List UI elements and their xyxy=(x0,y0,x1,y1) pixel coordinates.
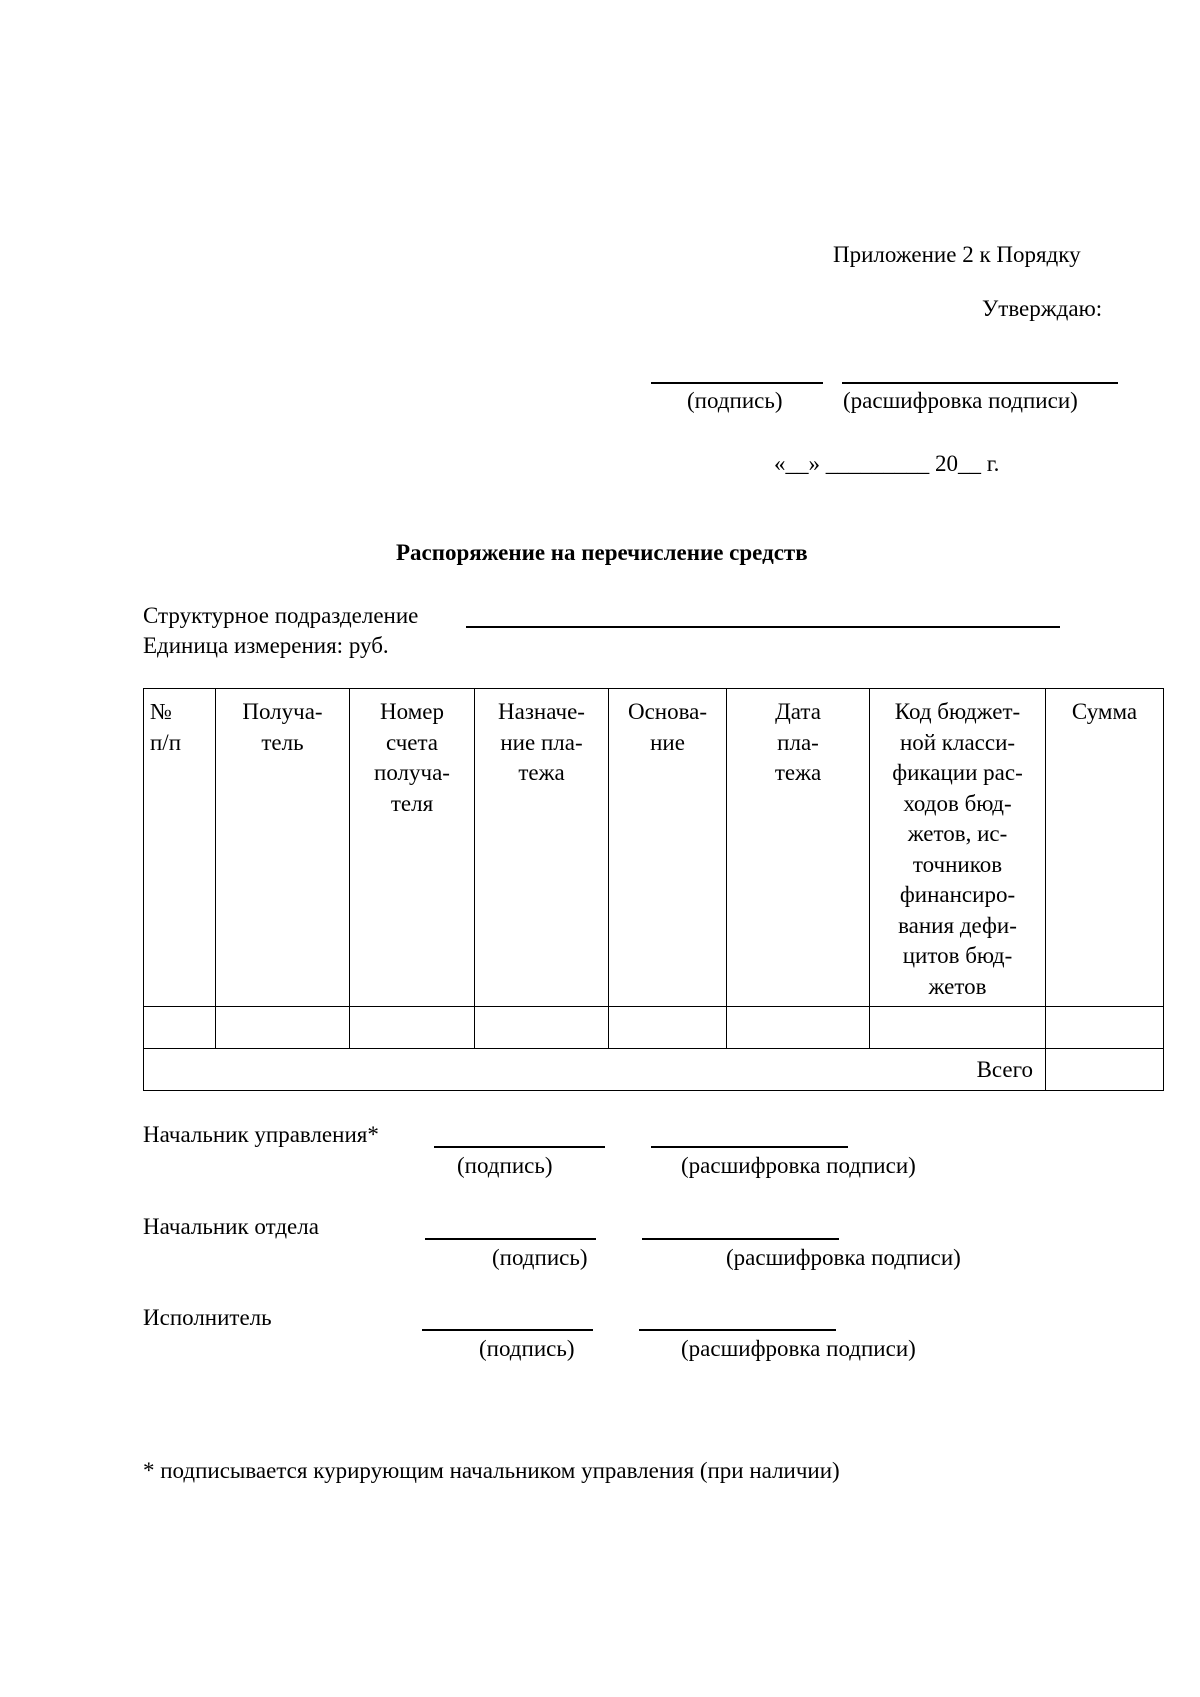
header-cell-date: Дата пла- тежа xyxy=(727,689,870,1007)
table-cell[interactable] xyxy=(1046,1007,1164,1049)
decode-line[interactable] xyxy=(651,1146,848,1148)
table-cell[interactable] xyxy=(727,1007,870,1049)
approval-date[interactable]: «__» _________ 20__ г. xyxy=(774,451,1000,476)
table-cell[interactable] xyxy=(350,1007,475,1049)
footnote: * подписывается курирующим начальником управления (при наличии) xyxy=(143,1458,840,1483)
table-cell[interactable] xyxy=(609,1007,727,1049)
decode-line[interactable] xyxy=(639,1329,836,1331)
decode-caption: (расшифровка подписи) xyxy=(681,1336,916,1361)
table-cell[interactable] xyxy=(216,1007,350,1049)
signature-role-head-of-division: Начальник отдела xyxy=(143,1214,319,1239)
signature-role-executor: Исполнитель xyxy=(143,1305,272,1330)
total-amount-cell[interactable] xyxy=(1046,1049,1164,1091)
header-cell-recipient: Получа- тель xyxy=(216,689,350,1007)
appendix-label: Приложение 2 к Порядку xyxy=(833,242,1081,267)
signature-line[interactable] xyxy=(422,1329,593,1331)
payment-table xyxy=(143,688,1164,1091)
approve-label: Утверждаю: xyxy=(982,296,1103,321)
header-cell-basis: Основа- ние xyxy=(609,689,727,1007)
header-cell-account: Номер счета получа- теля xyxy=(350,689,475,1007)
decode-caption: (расшифровка подписи) xyxy=(681,1153,916,1178)
header-cell-amount: Сумма xyxy=(1046,689,1164,1007)
sign-caption: (подпись) xyxy=(492,1245,588,1270)
table-cell[interactable] xyxy=(870,1007,1046,1049)
table-cell[interactable] xyxy=(475,1007,609,1049)
signature-line[interactable] xyxy=(434,1146,605,1148)
unit-of-measure: Единица измерения: руб. xyxy=(143,633,389,658)
signature-line[interactable] xyxy=(425,1238,596,1240)
table-row xyxy=(144,1007,1164,1049)
header-cell-number: № п/п xyxy=(144,689,216,1007)
header-cell-purpose: Назначе- ние пла- тежа xyxy=(475,689,609,1007)
structural-unit-label: Структурное подразделение xyxy=(143,603,419,628)
approver-decode-caption: (расшифровка подписи) xyxy=(843,388,1078,413)
document-title: Распоряжение на перечисление средств xyxy=(396,540,808,565)
approver-decode-line[interactable] xyxy=(842,382,1118,384)
table-cell[interactable] xyxy=(144,1007,216,1049)
header-cell-budget-code: Код бюджет- ной класси- фикации рас- ходов бюд- жетов, ис- точников финансиро- вания дефи- цитов бюд- жетов xyxy=(870,689,1046,1007)
decode-caption: (расшифровка подписи) xyxy=(726,1245,961,1270)
structural-unit-input-line[interactable] xyxy=(466,626,1060,628)
total-label: Всего xyxy=(144,1049,1046,1091)
approver-sign-caption: (подпись) xyxy=(687,388,783,413)
approver-signature-line[interactable] xyxy=(651,382,823,384)
signature-role-head-of-department: Начальник управления* xyxy=(143,1122,379,1147)
decode-line[interactable] xyxy=(642,1238,839,1240)
sign-caption: (подпись) xyxy=(457,1153,553,1178)
table-total-row xyxy=(144,1049,1164,1091)
table-header-row xyxy=(144,689,1164,1007)
sign-caption: (подпись) xyxy=(479,1336,575,1361)
